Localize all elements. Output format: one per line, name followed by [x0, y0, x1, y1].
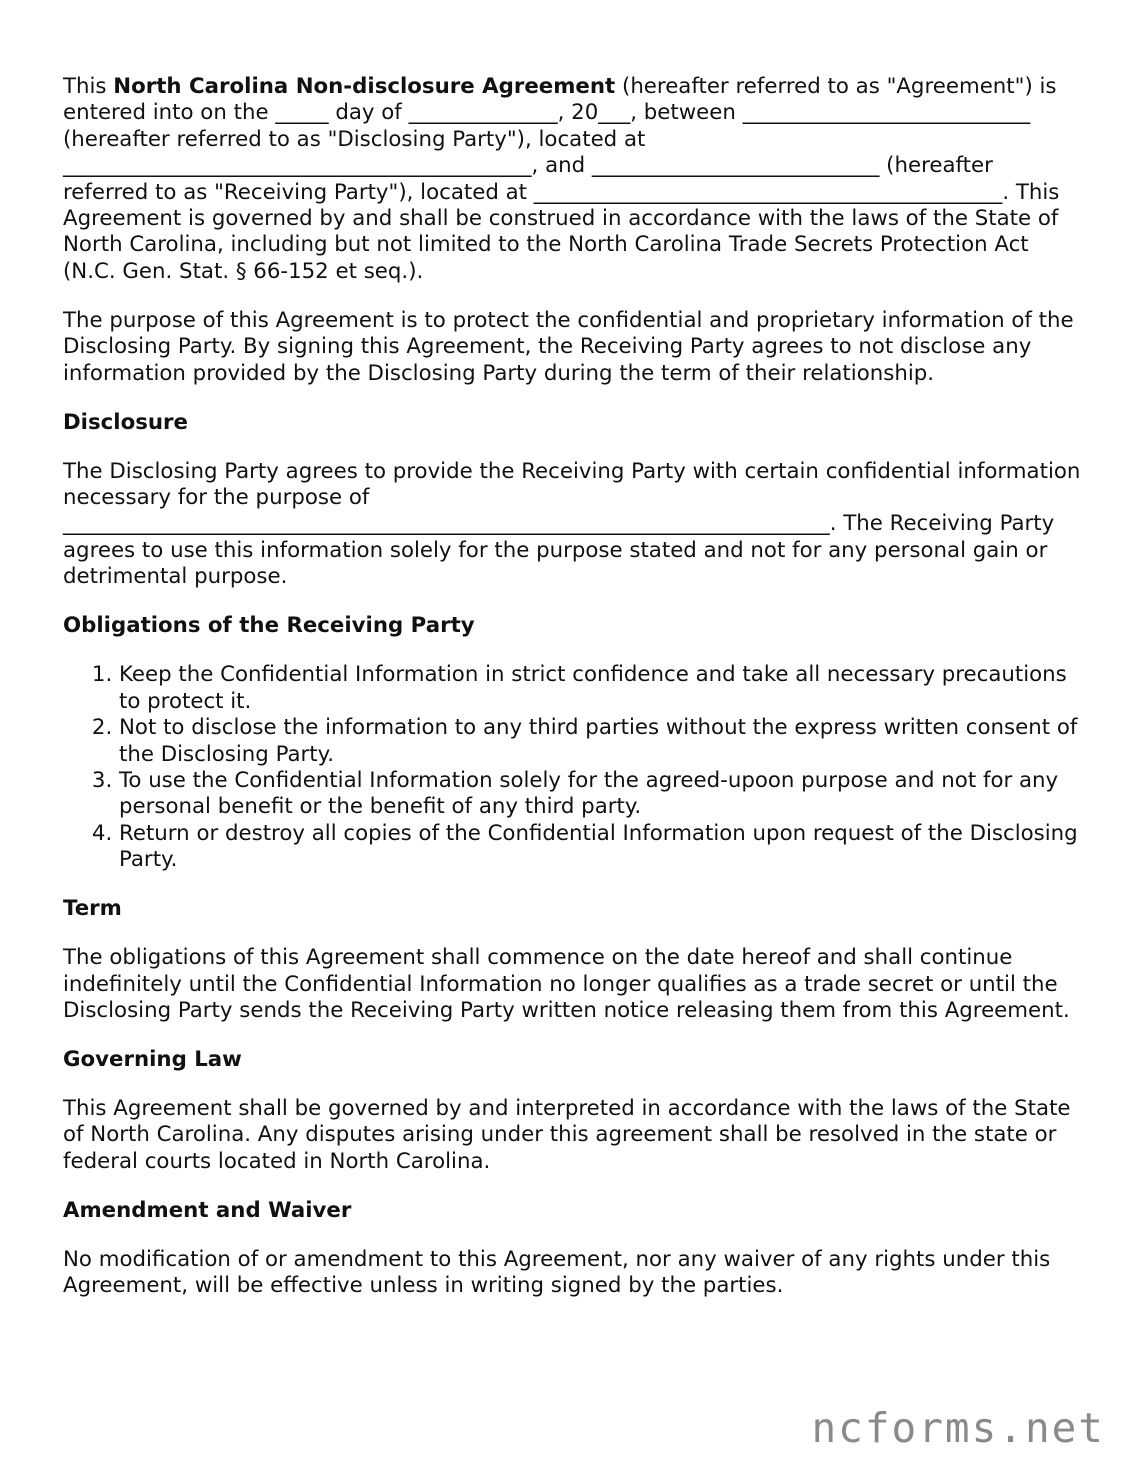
agreement-title: North Carolina Non-disclosure Agreement: [113, 74, 616, 99]
list-item: 3. To use the Confidential Information solely for the agreed-upoon purpose and not for any personal benefit or the benefit of any third party.: [119, 768, 1081, 821]
list-item: 1. Keep the Confidential Information in strict confidence and take all necessary precautions to protect it.: [119, 662, 1081, 715]
term-paragraph: The obligations of this Agreement shall commence on the date hereof and shall continue indefinitely until the Confidential Information no longer qualifies as a trade secret or until the Disclosing Party sends the Receiving Party written notice releasing them from this Agreement.: [63, 945, 1070, 1023]
disclosure-line-2: ________________________________________________________________________. The Receiving Party agrees to use this information solely for the purpose stated and not for any personal gain or detrimental purpose.: [63, 511, 1055, 590]
disclosure-heading: Disclosure: [63, 409, 188, 435]
watermark: ncforms.net: [811, 1404, 1105, 1452]
intro-lead: This: [63, 74, 114, 99]
amendment-heading: Amendment and Waiver: [63, 1197, 352, 1223]
disclosure-line-1: The Disclosing Party agrees to provide the Receiving Party with certain confidential information necessary for the purpose of: [63, 458, 1081, 511]
term-heading: Term: [63, 896, 122, 922]
governing-law-heading: Governing Law: [63, 1046, 242, 1072]
amendment-paragraph: No modification of or amendment to this Agreement, nor any waiver of any rights under this Agreement, will be effective unless in writing signed by the parties.: [63, 1246, 1051, 1299]
governing-law-paragraph: This Agreement shall be governed by and interpreted in accordance with the laws of the State of North Carolina. Any disputes arising under this agreement shall be resolved in the state or federal courts located in North Carolina.: [63, 1095, 1071, 1174]
obligations-heading: Obligations of the Receiving Party: [63, 613, 475, 639]
intro-rest: (hereafter referred to as "Agreement") is entered into on the _____ day of ______________, 20___, between ___________________________ (hereafter referred to as "Disclosing Party"), located at ____________________________________________, and ___________________________ (hereafter referred to as "Receiving Party"), located at ____________________________________________. This Agreement is governed by and shall be construed in accordance with the laws of the State of North Carolina, including but not limited to the North Carolina Trade Secrets Protection Act (N.C. Gen. Stat. § 66-152 et seq.).: [63, 74, 1060, 284]
disclosure-paragraph: [63, 459, 1081, 591]
list-item: 2. Not to disclose the information to any third parties without the express written consent of the Disclosing Party.: [119, 715, 1081, 768]
intro-paragraph: [63, 74, 1081, 285]
list-item: 4. Return or destroy all copies of the Confidential Information upon request of the Disclosing Party.: [119, 821, 1081, 874]
obligations-list: [63, 662, 1081, 873]
document-page: [63, 74, 1081, 1322]
purpose-paragraph: The purpose of this Agreement is to protect the confidential and proprietary information of the Disclosing Party. By signing this Agreement, the Receiving Party agrees to not disclose any information provided by the Disclosing Party during the term of their relationship.: [63, 307, 1074, 386]
